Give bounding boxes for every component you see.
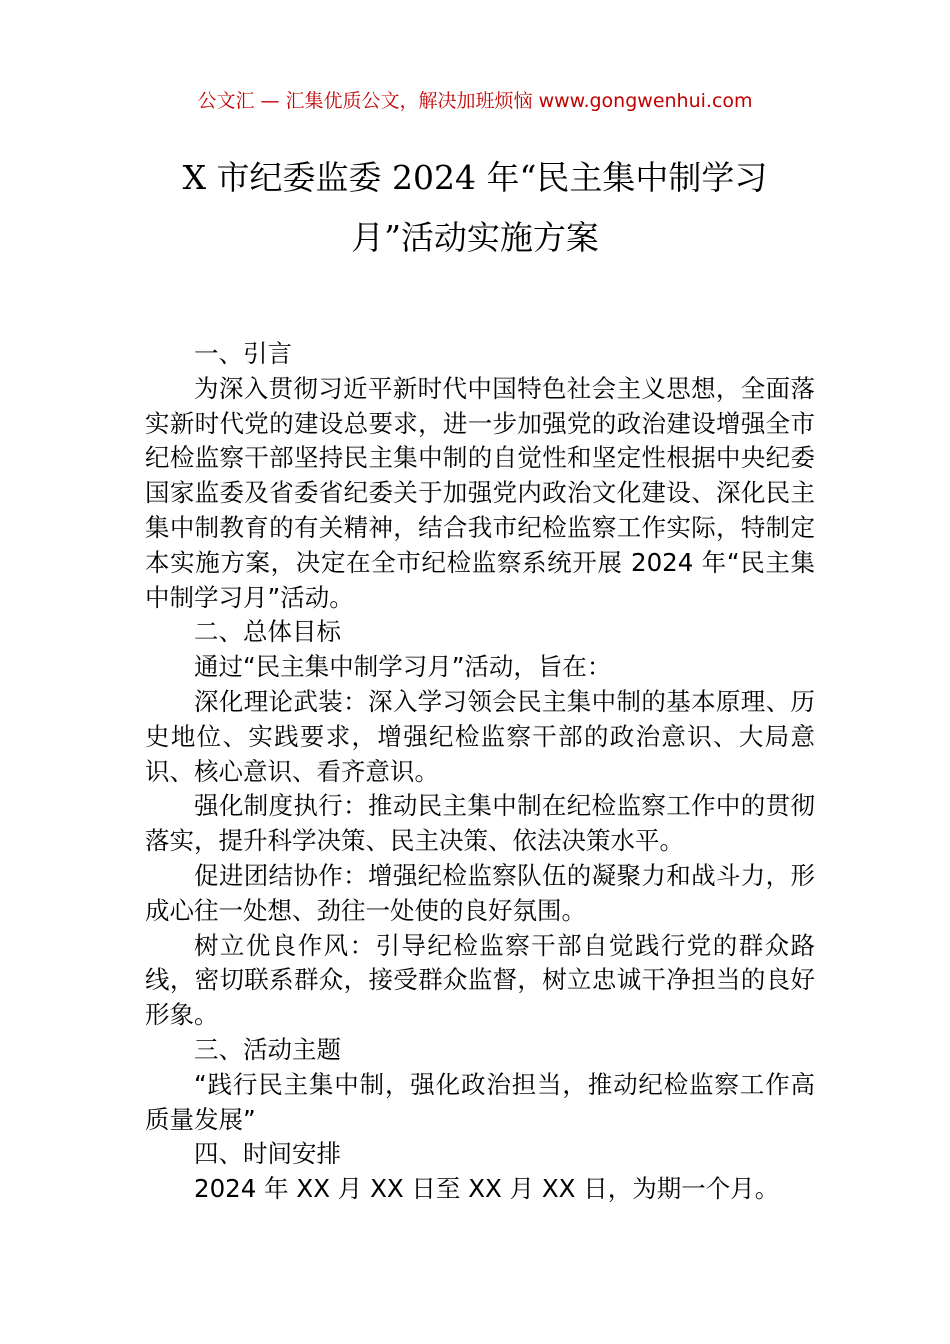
- theme-paragraph: “践行民主集中制，强化政治担当，推动纪检监察工作高质量发展”: [145, 1069, 815, 1134]
- title-line-2: 月”活动实施方案: [351, 218, 599, 257]
- introduction-paragraph: 为深入贯彻习近平新时代中国特色社会主义思想，全面落实新时代党的建设总要求，进一步加强党的政治建设增强全市纪检监察干部坚持民主集中制的自觉性和坚定性根据中央纪委国家监委及省委省纪委关于加强党内政治文化建设、深化民主集中制教育的有关精神，结合我市纪检监察工作实际，特制定本实施方案，决定在全市纪检监察系统开展 2024 年“民主集中制学习月”活动。: [145, 373, 815, 612]
- section-heading-overall-goals: 二、总体目标: [194, 617, 341, 647]
- goals-intro-paragraph: 通过“民主集中制学习月”活动，旨在：: [194, 652, 612, 682]
- section-heading-introduction: 一、引言: [194, 339, 292, 368]
- section-heading-theme: 三、活动主题: [194, 1034, 341, 1064]
- goal-paragraph-style: 树立优良作风：引导纪检监察干部自觉践行党的群众路线，密切联系群众，接受群众监督，树立忠诚干净担当的良好形象。: [145, 930, 815, 1030]
- title-line-1: X 市纪委监委 2024 年“民主集中制学习: [182, 158, 768, 197]
- schedule-paragraph: 2024 年 XX 月 XX 日至 XX 月 XX 日，为期一个月。: [194, 1174, 780, 1204]
- goal-paragraph-theory: 深化理论武装：深入学习领会民主集中制的基本原理、历史地位、实践要求，增强纪检监察干部的政治意识、大局意识、核心意识、看齐意识。: [145, 686, 815, 786]
- goal-paragraph-unity: 促进团结协作：增强纪检监察队伍的凝聚力和战斗力，形成心往一处想、劲往一处使的良好氛围。: [145, 860, 815, 925]
- section-heading-schedule: 四、时间安排: [194, 1139, 341, 1169]
- goal-paragraph-system: 强化制度执行：推动民主集中制在纪检监察工作中的贯彻落实，提升科学决策、民主决策、依法决策水平。: [145, 791, 815, 856]
- document-body: [145, 337, 815, 1207]
- watermark-banner: 公文汇 — 汇集优质公文，解决加班烦恼 www.gongwenhui.com: [197, 90, 753, 112]
- document-title: [120, 148, 830, 268]
